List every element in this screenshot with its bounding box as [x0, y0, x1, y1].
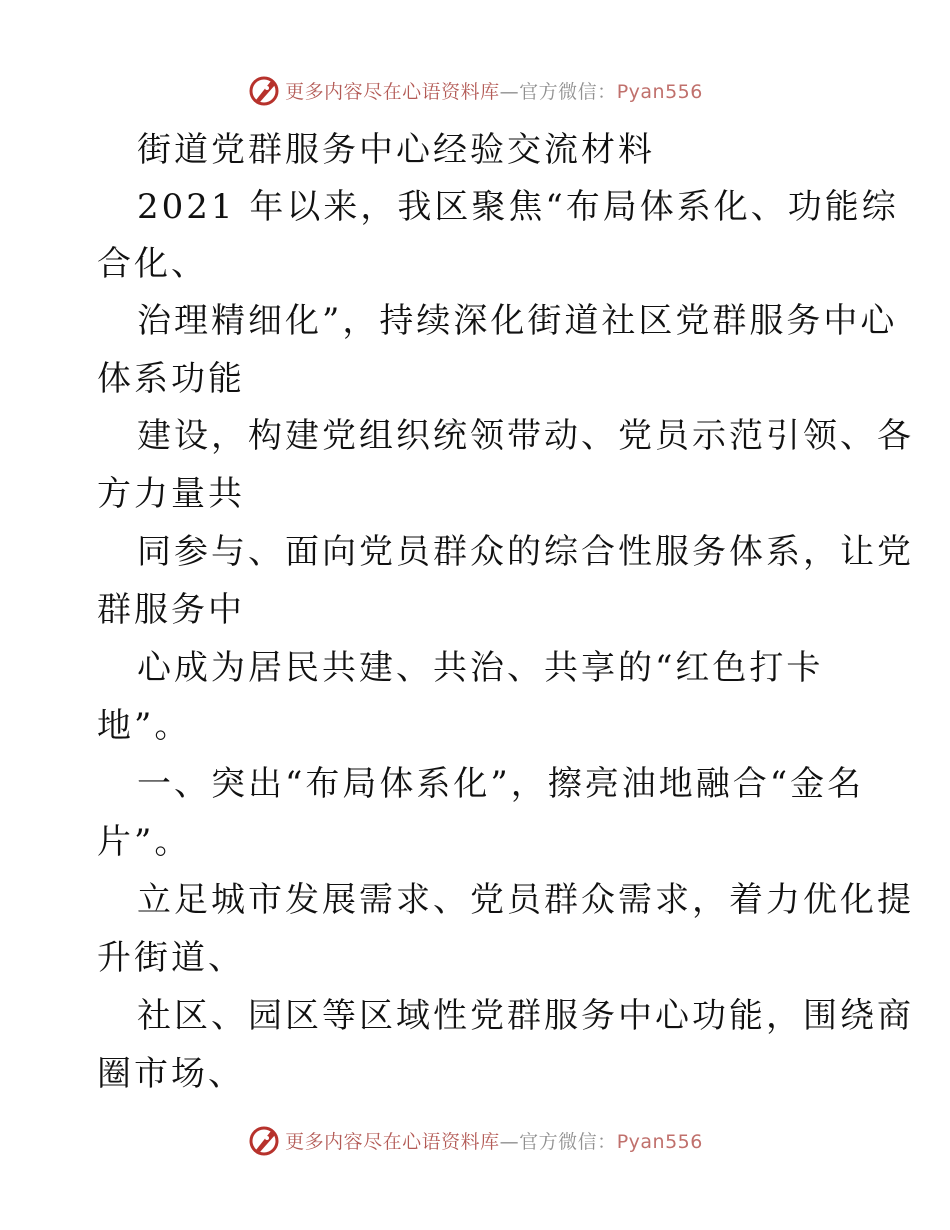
section-heading: 一、突出“布局体系化”，擦亮油地融合“金名: [137, 764, 865, 804]
paragraph-line: 地”。: [97, 706, 192, 746]
pen-nib-logo-icon: [247, 73, 281, 107]
paragraph-line: 方力量共: [97, 474, 245, 514]
footer-watermark-banner: [0, 1120, 950, 1160]
paragraph-line: 心成为居民共建、共治、共享的“红色打卡: [137, 648, 824, 688]
paragraph-line: 社区、园区等区域性党群服务中心功能，围绕商: [137, 996, 914, 1036]
paragraph-line: 合化、: [97, 244, 208, 284]
paragraph-line: 立足城市发展需求、党员群众需求，着力优化提: [137, 880, 914, 920]
paragraph-line: 升街道、: [97, 938, 245, 978]
paragraph-line: 群服务中: [97, 590, 245, 630]
watermark-text: 更多内容尽在心语资料库—官方微信：Pyan556: [285, 1130, 703, 1153]
document-title: 街道党群服务中心经验交流材料: [137, 130, 655, 170]
paragraph-line: 体系功能: [97, 359, 245, 399]
paragraph-line: 同参与、面向党员群众的综合性服务体系，让党: [137, 532, 914, 572]
paragraph-line: 建设，构建党组织统领带动、党员示范引领、各: [137, 416, 914, 456]
paragraph-line: 圈市场、: [97, 1054, 245, 1094]
paragraph-line: 治理精细化”，持续深化街道社区党群服务中心: [137, 301, 898, 341]
paragraph-line: 2021 年以来，我区聚焦“布局体系化、功能综: [137, 187, 899, 227]
watermark-text: 更多内容尽在心语资料库—官方微信：Pyan556: [285, 80, 703, 103]
header-watermark-banner: [0, 70, 950, 110]
paragraph-line: 片”。: [97, 822, 192, 862]
pen-nib-logo-icon: [247, 1123, 281, 1157]
